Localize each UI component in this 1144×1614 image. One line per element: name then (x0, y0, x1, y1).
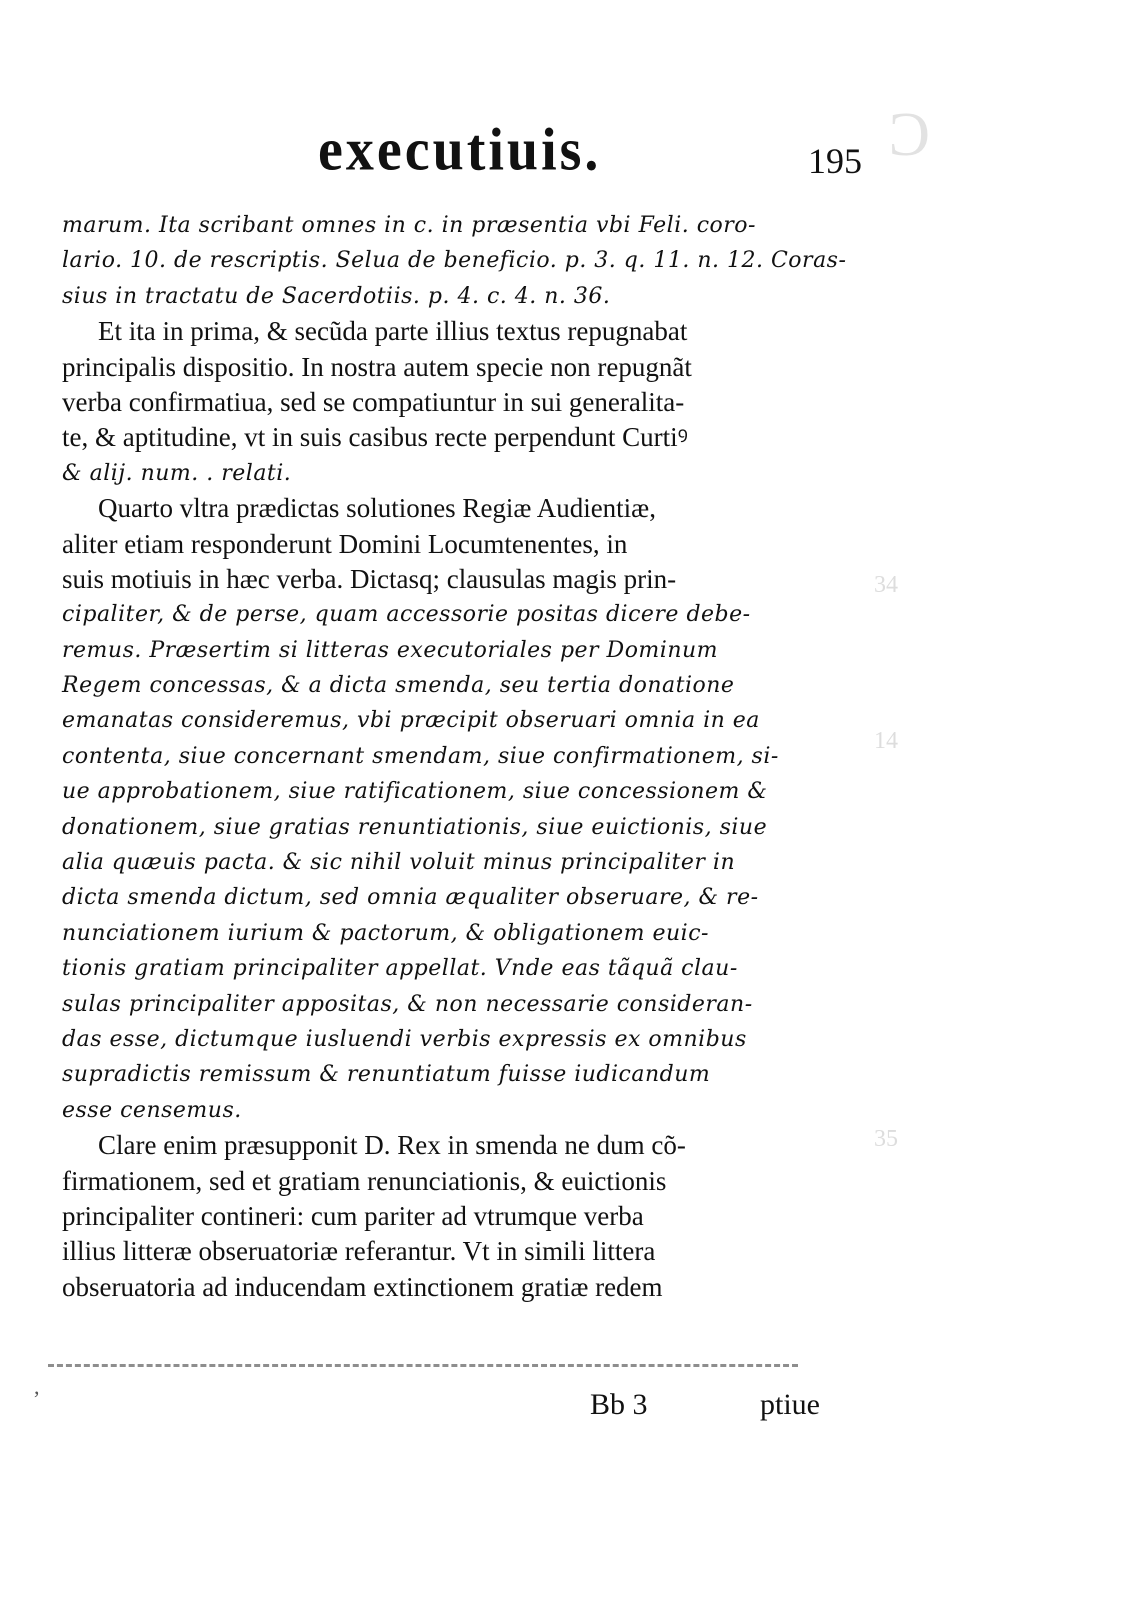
text-line: dicta smenda dictum, sed omnia æqualiter obseruare, & re- (62, 885, 759, 911)
text-line: cipaliter, & de perse, quam accessorie positas dicere debe- (62, 602, 751, 628)
text-line: emanatas consideremus, vbi præcipit obseruari omnia in ea (62, 708, 760, 734)
text-line: das esse, dictumque iusluendi verbis expressis ex omnibus (62, 1026, 747, 1052)
text-line: verba confirmatiua, sed se compatiuntur in sui generalita- (62, 386, 685, 417)
bleed-through-margin-mark: 34 (874, 572, 898, 598)
dashed-rule (48, 1364, 798, 1371)
text-line: Clare enim præsupponit D. Rex in smenda ne dum cõ- (98, 1130, 686, 1161)
text-line: aliter etiam responderunt Domini Locumtenentes, in (62, 528, 628, 559)
text-line: donationem, siue gratias renuntiationis, siue euictionis, siue (62, 814, 768, 840)
text-line: Regem concessas, & a dicta smenda, seu tertia donatione (62, 673, 735, 699)
text-line: Quarto vltra prædictas solutiones Regiæ Audientiæ, (98, 493, 656, 524)
text-line: obseruatoria ad inducendam extinctionem gratiæ redem (62, 1271, 663, 1302)
text-line: sulas principaliter appositas, & non necessarie consideran- (62, 991, 753, 1017)
text-line: esse censemus. (62, 1097, 242, 1123)
bleed-through-margin-mark: 35 (874, 1126, 898, 1152)
body-text (62, 208, 854, 1305)
margin-mark: , (34, 1374, 40, 1399)
text-line: supradictis remissum & renuntiatum fuisse iudicandum (62, 1062, 711, 1088)
running-title: executiuis. (318, 116, 602, 184)
text-line: suis motiuis in hæc verba. Dictasq; clausulas magis prin- (62, 563, 677, 594)
text-line: principaliter contineri: cum pariter ad vtrumque verba (62, 1200, 644, 1231)
text-line: lario. 10. de rescriptis. Selua de beneficio. p. 3. q. 11. n. 12. Coras- (62, 248, 847, 274)
text-line: ue approbationem, siue ratificationem, siue concessionem & (62, 779, 768, 805)
text-line: Et ita in prima, & secũda parte illius textus repugnabat (98, 316, 688, 347)
bleed-through-margin-mark: 14 (874, 728, 898, 754)
bleed-through-title: C (884, 101, 930, 169)
text-line: firmationem, sed et gratiam renunciationis, & euictionis (62, 1165, 667, 1196)
text-line: tionis gratiam principaliter appellat. Vnde eas tãquã clau- (62, 956, 738, 982)
text-line: te, & aptitudine, vt in suis casibus recte perpendunt Curtiꝰ (62, 422, 688, 453)
text-line: & alij. num. . relati. (62, 460, 292, 486)
text-line: marum. Ita scribant omnes in c. in præsentia vbi Feli. coro- (62, 213, 756, 238)
page-number: 195 (808, 141, 862, 181)
text-line: contenta, siue concernant smendam, siue confirmationem, si- (62, 743, 779, 769)
catchword: ptiue (760, 1388, 820, 1421)
signature-mark: Bb 3 (590, 1388, 648, 1421)
text-line: alia quæuis pacta. & sic nihil voluit minus principaliter in (62, 850, 736, 876)
text-line: remus. Præsertim si litteras executoriales per Dominum (62, 637, 719, 663)
text-line: illius litteræ obseruatoriæ referantur. Vt in simili littera (62, 1236, 656, 1267)
text-line: sius in tractatu de Sacerdotiis. p. 4. c. 4. n. 36. (62, 283, 611, 309)
text-line: principalis dispositio. In nostra autem specie non repugnãt (62, 351, 692, 382)
text-line: nunciationem iurium & pactorum, & obligationem euic- (62, 920, 709, 946)
